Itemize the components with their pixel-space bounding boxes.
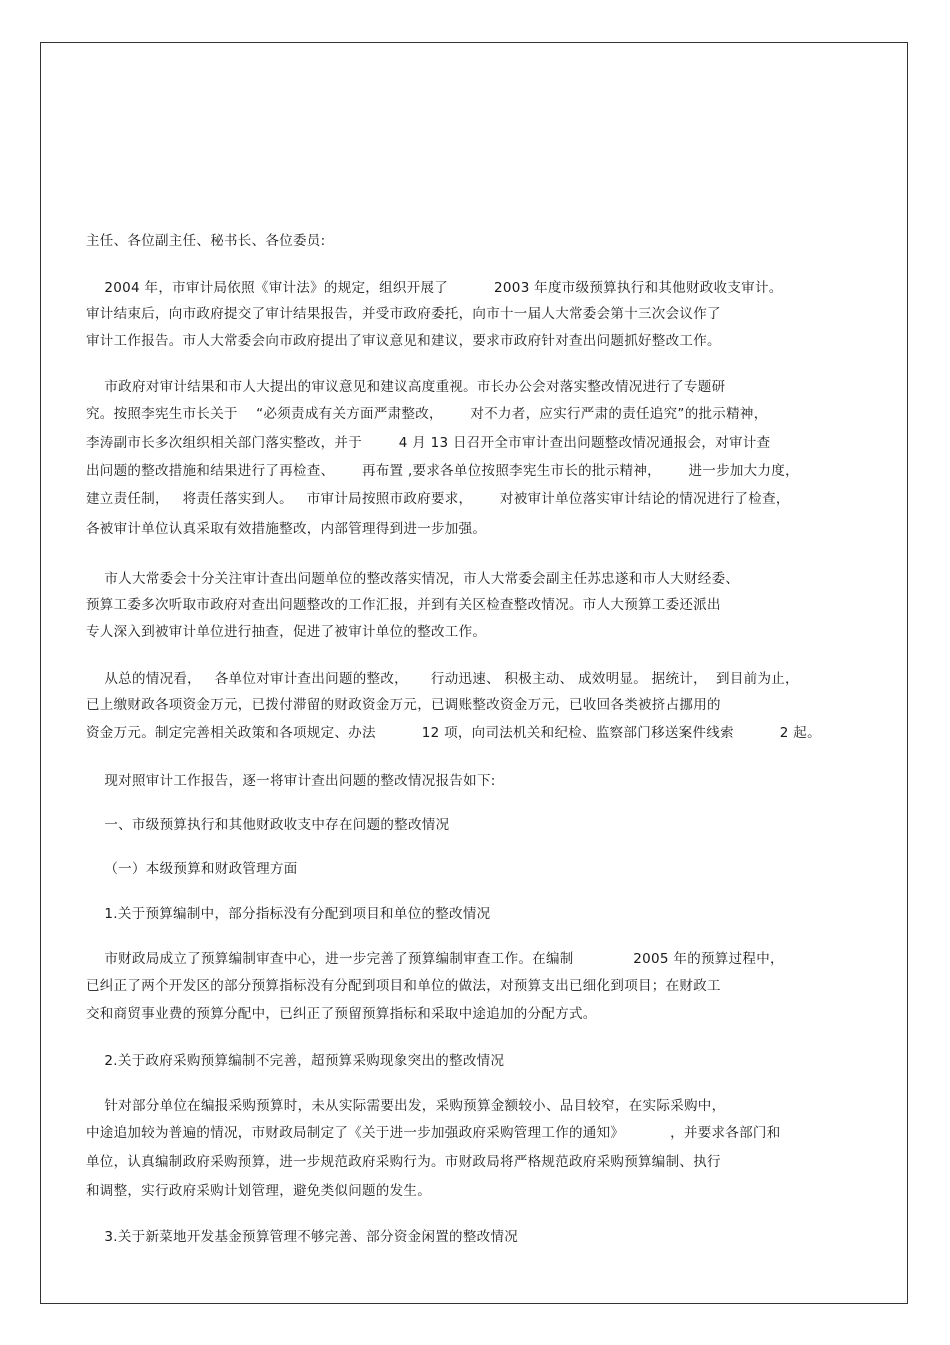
text-line: 单位，认真编制政府采购预算，进一步规范政府采购行为。市财政局将严格规范政府采购预算编制、执行 — [86, 1154, 721, 1170]
text-line: 各被审计单位认真采取有效措施整改，内部管理得到进一步加强。 — [86, 521, 487, 537]
item-heading: 3.关于新菜地开发基金预算管理不够完善、部分资金闲置的整改情况 — [86, 1229, 519, 1245]
text-line: 建立责任制， 将责任落实到人。 市审计局按照市政府要求， 对被审计单位落实审计结论的情况进行了检查， — [86, 491, 790, 507]
text-line: 究。按照李宪生市长关于 “必须责成有关方面严肃整改， 对不力者，应实行严肃的责任追究”的批示精神， — [86, 406, 768, 422]
section-heading: 一、市级预算执行和其他财政收支中存在问题的整改情况 — [86, 817, 450, 833]
text-line: 从总的情况看， 各单位对审计查出问题的整改， 行动迅速、 积极主动、 成效明显。 据统计， 到目前为止， — [86, 671, 799, 687]
text-line: 针对部分单位在编报采购预算时，未从实际需要出发，采购预算金额较小、品目较窄，在实际采购中， — [86, 1098, 726, 1114]
text-line: 2004 年，市审计局依照《审计法》的规定，组织开展了 2003 年度市级预算执行和其他财政收支审计。 — [86, 280, 783, 296]
item-heading: 1.关于预算编制中，部分指标没有分配到项目和单位的整改情况 — [86, 906, 491, 922]
text-line: 已上缴财政各项资金万元，已拨付滞留的财政资金万元，已调账整改资金万元，已收回各类被挤占挪用的 — [86, 697, 721, 713]
item-heading: 2.关于政府采购预算编制不完善，超预算采购现象突出的整改情况 — [86, 1053, 505, 1069]
text-line: 预算工委多次听取市政府对查出问题整改的工作汇报，并到有关区检查整改情况。市人大预算工委还派出 — [86, 597, 721, 613]
salutation: 主任、各位副主任、秘书长、各位委员: — [86, 233, 326, 249]
text-line: 出问题的整改措施和结果进行了再检查、 再布置 ,要求各单位按照李宪生市长的批示精神， 进一步加大力度， — [86, 463, 799, 479]
text-line: 资金万元。制定完善相关政策和各项规定、办法 12 项，向司法机关和纪检、监察部门移送案件线索 2 起。 — [86, 725, 821, 741]
text-line: 市财政局成立了预算编制审查中心，进一步完善了预算编制审查工作。在编制 2005 年的预算过程中， — [86, 951, 784, 967]
text-line: 现对照审计工作报告，逐一将审计查出问题的整改情况报告如下: — [86, 773, 496, 789]
text-line: 审计工作报告。市人大常委会向市政府提出了审议意见和建议，要求市政府针对查出问题抓好整改工作。 — [86, 333, 721, 349]
text-line: 中途追加较为普遍的情况，市财政局制定了《关于进一步加强政府采购管理工作的通知》 ，并要求各部门和 — [86, 1125, 781, 1141]
text-line: 已纠正了两个开发区的部分预算指标没有分配到项目和单位的做法，对预算支出已细化到项目；在财政工 — [86, 978, 721, 994]
text-line: 审计结束后，向市政府提交了审计结果报告，并受市政府委托，向市十一届人大常委会第十三次会议作了 — [86, 306, 721, 322]
text-line: 专人深入到被审计单位进行抽查，促进了被审计单位的整改工作。 — [86, 624, 487, 640]
text-line: 和调整，实行政府采购计划管理，避免类似问题的发生。 — [86, 1183, 431, 1199]
text-line: 李涛副市长多次组织相关部门落实整改，并于 4 月 13 日召开全市审计查出问题整改情况通报会，对审计查 — [86, 435, 771, 451]
text-line: 市政府对审计结果和市人大提出的审议意见和建议高度重视。市长办公会对落实整改情况进行了专题研 — [86, 379, 726, 395]
text-line: 市人大常委会十分关注审计查出问题单位的整改落实情况，市人大常委会副主任苏忠遂和市人大财经委、 — [86, 571, 740, 587]
subsection-heading: （一）本级预算和财政管理方面 — [86, 861, 298, 877]
text-line: 交和商贸事业费的预算分配中，已纠正了预留预算指标和采取中途追加的分配方式。 — [86, 1006, 597, 1022]
